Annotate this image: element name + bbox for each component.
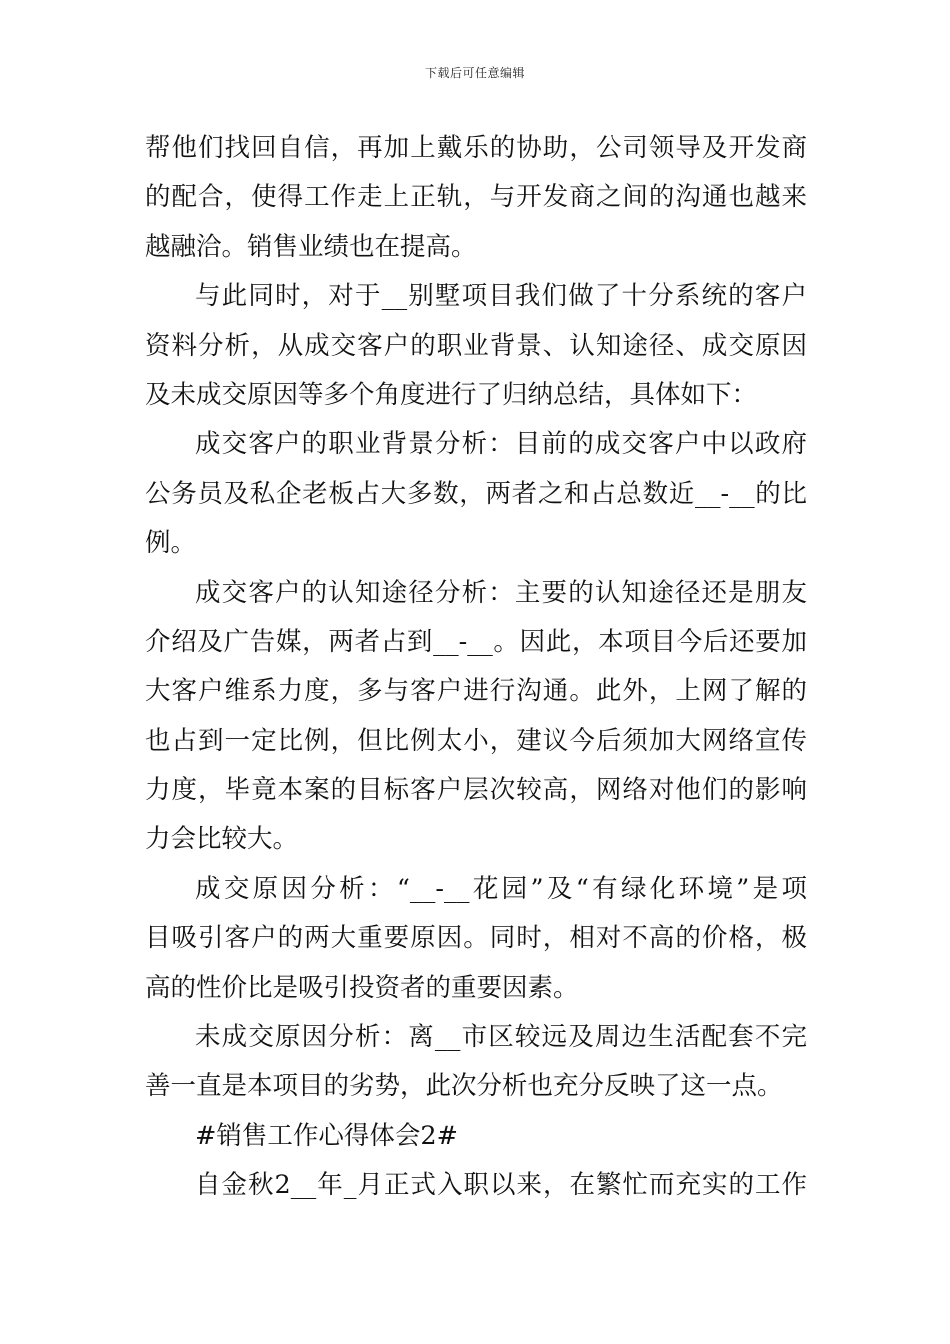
text-line: 公务员及私企老板占大多数，两者之和占总数近__-__的比	[145, 478, 807, 509]
text-line: 与此同时，对于__别墅项目我们做了十分系统的客户	[195, 281, 807, 312]
text-line: 例。	[145, 528, 197, 559]
page-header: 下载后可任意编辑	[424, 66, 525, 80]
text-line: 越融洽。销售业绩也在提高。	[145, 231, 477, 262]
text-line: 高的性价比是吸引投资者的重要因素。	[145, 972, 579, 1003]
text-line: 力度，毕竟本案的目标客户层次较高，网络对他们的影响	[145, 775, 807, 806]
text-line: 大客户维系力度，多与客户进行沟通。此外，上网了解的	[145, 676, 807, 707]
text-line: 也占到一定比例，但比例太小，建议今后须加大网络宣传	[145, 725, 807, 756]
text-line: 成交客户的职业背景分析：目前的成交客户中以政府	[195, 429, 807, 460]
text-line: 帮他们找回自信，再加上戴乐的协助，公司领导及开发商	[145, 133, 807, 163]
text-line: 未成交原因分析：离__市区较远及周边生活配套不完	[195, 1022, 807, 1053]
document-body	[145, 124, 807, 1211]
text-line: 善一直是本项目的劣势，此次分析也充分反映了这一点。	[145, 1071, 783, 1102]
text-line: 目吸引客户的两大重要原因。同时，相对不高的价格，极	[145, 923, 807, 954]
text-line: 自金秋2__年_月正式入职以来，在繁忙而充实的工作	[195, 1170, 807, 1201]
text-line: 力会比较大。	[145, 824, 299, 855]
text-line: 及未成交原因等多个角度进行了归纳总结，具体如下：	[145, 379, 758, 410]
text-line: 介绍及广告媒，两者占到__-__。因此，本项目今后还要加	[145, 626, 807, 657]
text-line: 成交原因分析：“__-__花园”及“有绿化环境”是项	[195, 873, 807, 904]
section-heading: #销售工作心得体会2#	[195, 1120, 458, 1151]
text-line: 的配合，使得工作走上正轨，与开发商之间的沟通也越来	[145, 182, 807, 213]
text-line: 资料分析，从成交客户的职业背景、认知途径、成交原因	[145, 330, 807, 361]
text-line: 成交客户的认知途径分析：主要的认知途径还是朋友	[195, 577, 807, 608]
